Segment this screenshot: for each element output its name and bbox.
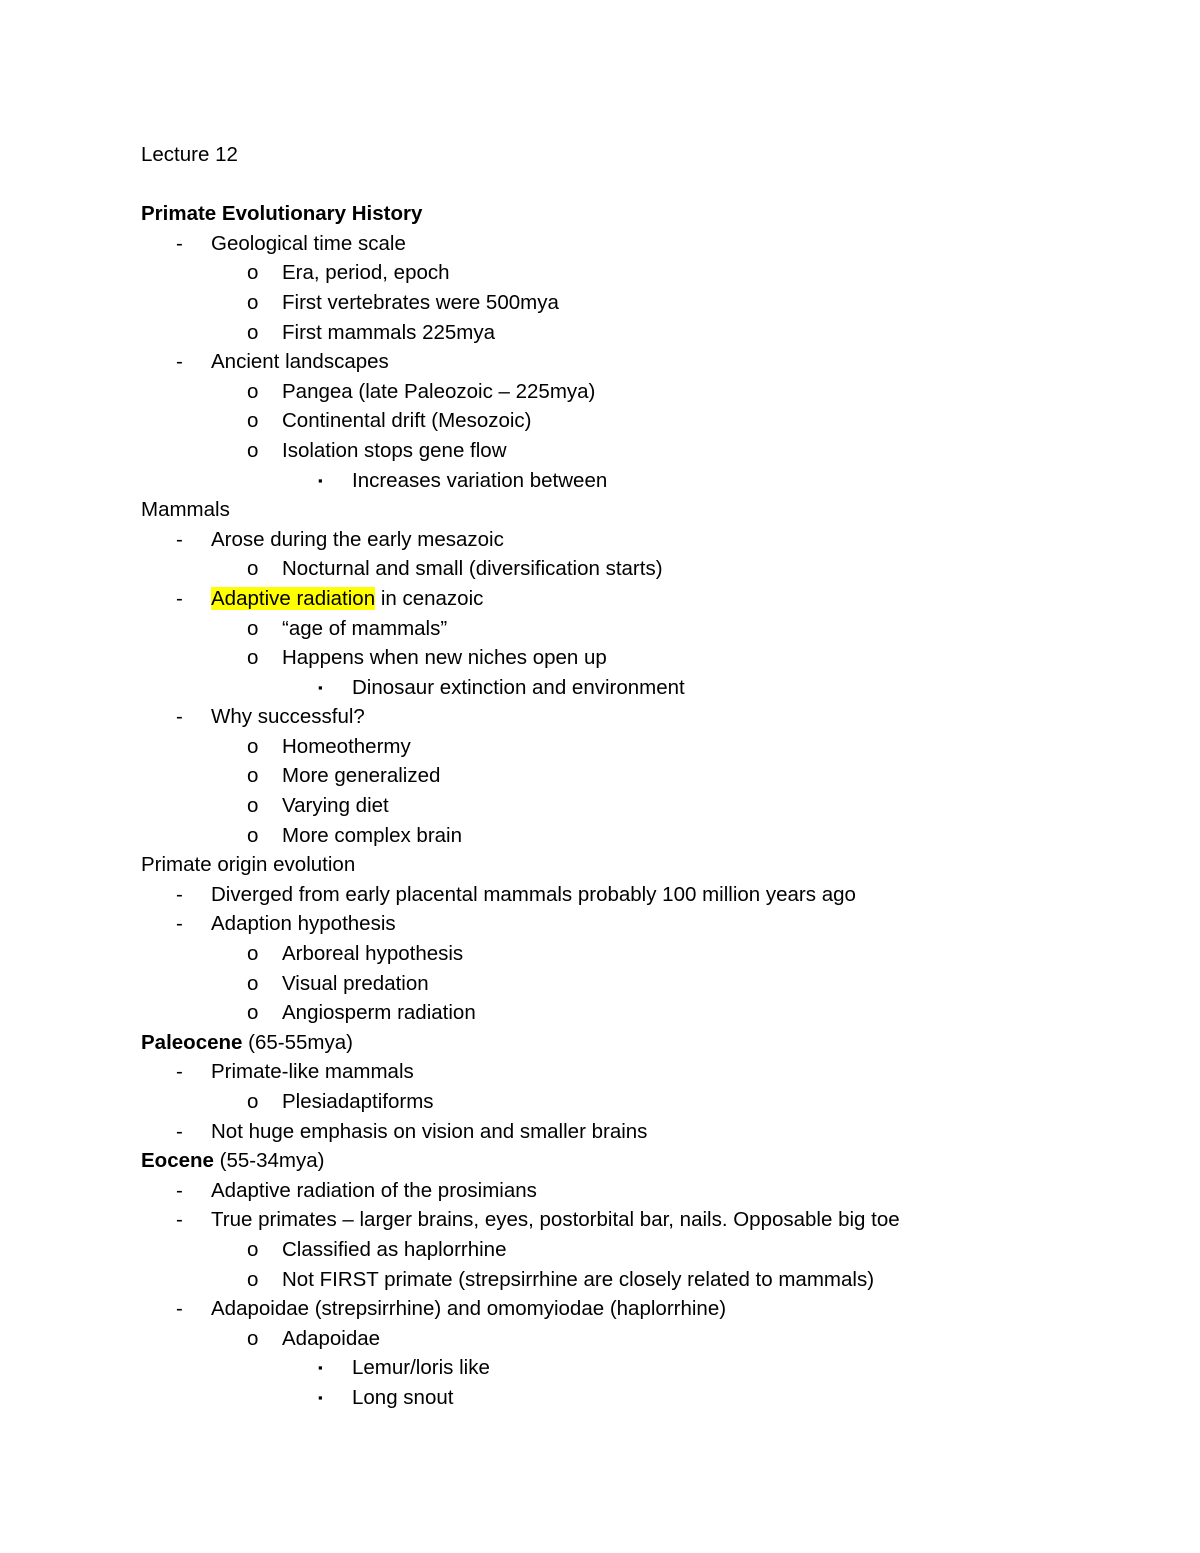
list-item: - Adaptive radiation in cenazoic [141,584,1121,614]
circle-bullet: o [247,261,259,285]
list-item: o Homeothermy [141,732,1121,762]
list-item: o Plesiadaptiforms [141,1087,1121,1117]
circle-bullet: o [247,1090,259,1113]
list-item: o More complex brain [141,821,1121,851]
list-item: o Classified as haplorrhine [141,1235,1121,1265]
dash-bullet: - [176,912,183,936]
section-heading-paleocene: Paleocene (65-55mya) [141,1030,353,1054]
list-item: o Arboreal hypothesis [141,939,1121,969]
square-bullet: ▪ [318,472,323,488]
dash-bullet: - [176,231,183,255]
document-page [141,140,1121,1413]
list-item: - Why successful? [141,702,1121,732]
circle-bullet: o [247,1237,259,1261]
list-item: o Nocturnal and small (diversification starts) [141,554,1121,584]
list-item: - Adaptive radiation of the prosimians [141,1176,1121,1206]
circle-bullet: o [247,971,259,995]
list-item: - Ancient landscapes [141,347,1121,377]
section-heading-primate-origin: Primate origin evolution [141,853,356,877]
list-item: o First mammals 225mya [141,318,1121,348]
square-bullet: ▪ [318,1389,323,1405]
circle-bullet: o [247,1001,259,1025]
section-heading-primate-history: Primate Evolutionary History [141,202,423,226]
circle-bullet: o [247,646,259,670]
highlighted-text: Adaptive radiation [211,586,376,610]
list-item: o Varying diet [141,791,1121,821]
dash-bullet: - [176,882,183,906]
dash-bullet: - [176,1178,183,1202]
list-item: - True primates – larger brains, eyes, postorbital bar, nails. Opposable big toe [141,1205,1121,1235]
list-item: - Not huge emphasis on vision and smaller brains [141,1117,1121,1147]
circle-bullet: o [247,764,259,788]
circle-bullet: o [247,1267,259,1291]
circle-bullet: o [247,557,259,581]
dash-bullet: - [176,586,183,610]
list-item: o “age of mammals” [141,614,1121,644]
dash-bullet: - [176,350,183,374]
circle-bullet: o [247,823,259,847]
circle-bullet: o [247,320,259,344]
dash-bullet: - [176,1297,183,1321]
list-item: o Isolation stops gene flow [141,436,1121,466]
list-item: o Era, period, epoch [141,258,1121,288]
dash-bullet: - [176,1119,183,1143]
list-item: - Arose during the early mesazoic [141,525,1121,555]
dash-bullet: - [176,1060,183,1084]
section-heading-mammals: Mammals [141,498,230,522]
circle-bullet: o [247,942,259,966]
list-item: o Adapoidae [141,1324,1121,1354]
list-item: ▪ Increases variation between [141,466,1121,496]
square-bullet: ▪ [318,1360,323,1376]
list-item: o Pangea (late Paleozoic – 225mya) [141,377,1121,407]
dash-bullet: - [176,705,183,729]
page-title: Lecture 12 [141,143,238,166]
dash-bullet: - [176,527,183,551]
circle-bullet: o [247,409,259,433]
list-item: o Continental drift (Mesozoic) [141,406,1121,436]
list-item: o Angiosperm radiation [141,998,1121,1028]
list-item: o Visual predation [141,969,1121,999]
circle-bullet: o [247,379,259,403]
blank-line [141,170,1121,200]
list-item: ▪ Long snout [141,1383,1121,1413]
section-heading-eocene: Eocene (55-34mya) [141,1149,325,1173]
circle-bullet: o [247,290,259,314]
square-bullet: ▪ [318,679,323,695]
list-item: o Not FIRST primate (strepsirrhine are closely related to mammals) [141,1265,1121,1295]
circle-bullet: o [247,794,259,818]
list-item: ▪ Lemur/loris like [141,1353,1121,1383]
list-item: - Adapoidae (strepsirrhine) and omomyiodae (haplorrhine) [141,1294,1121,1324]
list-item: o First vertebrates were 500mya [141,288,1121,318]
list-item: ▪ Dinosaur extinction and environment [141,673,1121,703]
circle-bullet: o [247,438,259,462]
list-item: o More generalized [141,761,1121,791]
list-item: - Primate-like mammals [141,1057,1121,1087]
dash-bullet: - [176,1208,183,1232]
circle-bullet: o [247,616,259,640]
list-item: o Happens when new niches open up [141,643,1121,673]
list-item: - Geological time scale [141,229,1121,259]
list-item: - Adaption hypothesis [141,909,1121,939]
circle-bullet: o [247,1326,259,1350]
circle-bullet: o [247,734,259,758]
list-item: - Diverged from early placental mammals probably 100 million years ago [141,880,1121,910]
